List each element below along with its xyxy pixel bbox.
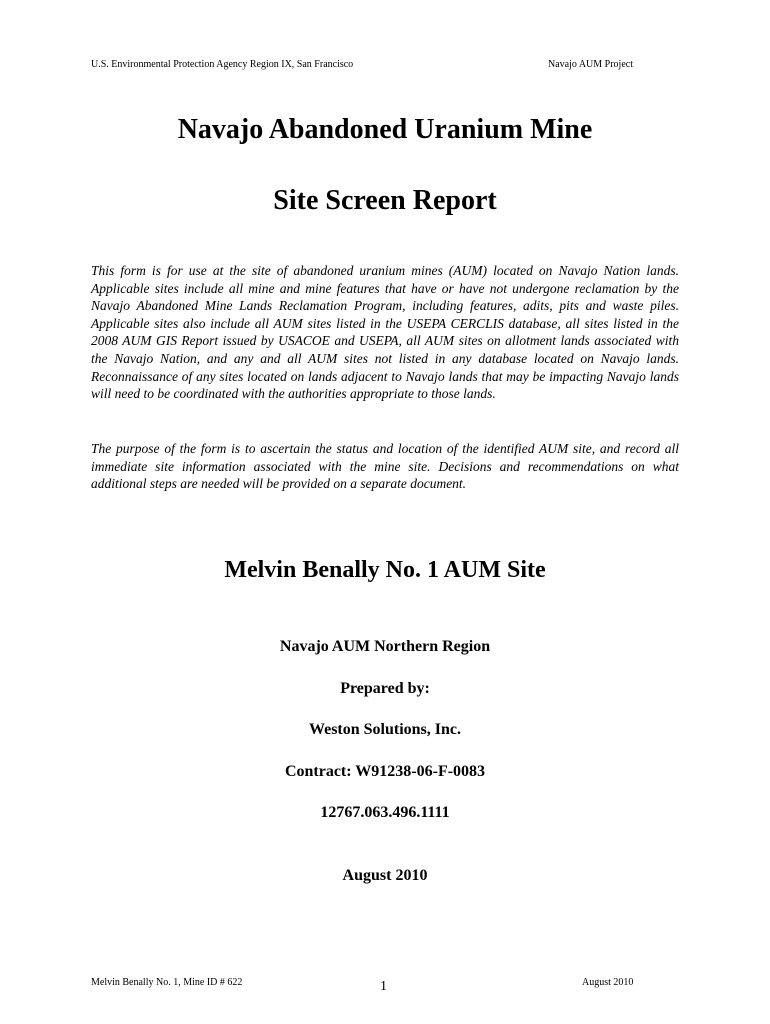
report-date: August 2010 [342, 867, 428, 884]
contract-number: Contract: W91238-06-F-0083 [284, 763, 486, 780]
footer-page-number: 1 [380, 979, 387, 994]
intro-paragraph-purpose: The purpose of the form is to ascertain the status and location of the identified AUM site, and record all immediate site information associated with the mine site. Decisions and recommendations on what additional steps are needed will be provided on a separate document. [91, 441, 679, 492]
project-number: 12767.063.496.1111 [320, 804, 450, 821]
company-name: Weston Solutions, Inc. [308, 721, 462, 738]
site-name: Melvin Benally No. 1 AUM Site [224, 557, 546, 583]
header-project: Navajo AUM Project [548, 59, 633, 70]
footer-date: August 2010 [582, 977, 634, 988]
site-region: Navajo AUM Northern Region [279, 638, 491, 655]
header-agency: U.S. Environmental Protection Agency Region IX, San Francisco [91, 59, 354, 70]
intro-paragraph-scope: This form is for use at the site of abandoned uranium mines (AUM) located on Navajo Nation lands. Applicable sites include all mine and mine features that have or have not undergone reclamation by the Navajo Abandoned Mine Lands Reclamation Program, including features, adits, pits and waste piles. Applicable sites also include all AUM sites listed in the USEPA CERCLIS database, all sites listed in the 2008 AUM GIS Report issued by USACOE and USEPA, all AUM sites on allotment lands associated with the Navajo Nation, and any and all AUM sites not listed in any database located on Navajo lands. Reconnaissance of any sites located on lands adjacent to Navajo lands that may be impacting Navajo lands will need to be coordinated with the authorities appropriate to those lands. [91, 263, 679, 402]
report-subtitle: Site Screen Report [273, 185, 497, 216]
footer-mine-id: Melvin Benally No. 1, Mine ID # 622 [91, 977, 243, 988]
report-title: Navajo Abandoned Uranium Mine [177, 114, 593, 145]
prepared-by-label: Prepared by: [340, 680, 430, 697]
